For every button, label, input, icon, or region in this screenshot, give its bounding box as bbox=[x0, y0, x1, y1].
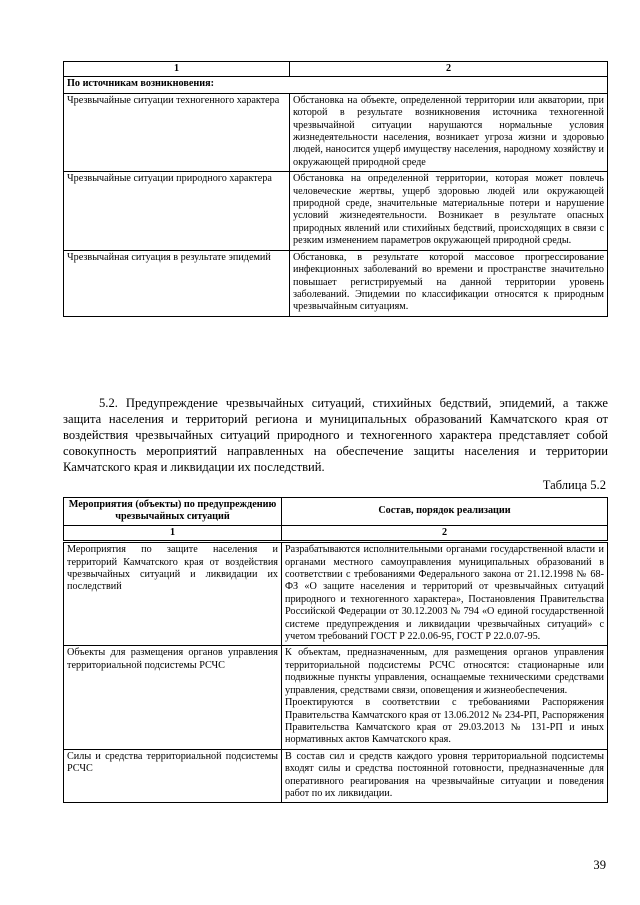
table-row bbox=[64, 93, 608, 171]
table-header-row bbox=[64, 62, 608, 77]
measure-name: Мероприятия по защите населения и территорий Камчатского края от воздействия чрезвычайных ситуаций и ликвидации их последствий bbox=[64, 542, 282, 646]
header-measures: Мероприятия (объекты) по предупреждению чрезвычайных ситуаций bbox=[64, 498, 282, 526]
header-composition: Состав, порядок реализации bbox=[282, 498, 608, 526]
measure-name: Силы и средства территориальной подсистемы РСЧС bbox=[64, 749, 282, 803]
table-row bbox=[64, 542, 608, 646]
column-number: 1 bbox=[64, 525, 282, 541]
page-number: 39 bbox=[593, 858, 606, 872]
measure-details-text: Проектируются в соответствии с требованиями Распоряжения Правительства Камчатского края от 13.06.2012 № 234-РП, Распоряжения Правительства Камчатского края от 29.03.2013 № 131-РП и иных нормативных актов Камчатского края. bbox=[285, 697, 604, 746]
table-caption: Таблица 5.2 bbox=[542, 478, 606, 492]
table-row bbox=[64, 749, 608, 803]
column-number: 1 bbox=[64, 62, 290, 77]
section-title: По источникам возникновения: bbox=[64, 77, 608, 93]
measure-details bbox=[282, 646, 608, 749]
measure-details-text: К объектам, предназначенным, для размещения органов управления территориальной подсистемы РСЧС относятся: стационарные или подвижные пункты управления, оснащаемые техническими средствами управления, средствами связи, оповещения и жизнеобеспечения. bbox=[285, 647, 604, 696]
column-number: 2 bbox=[282, 525, 608, 541]
measures-table bbox=[63, 497, 608, 803]
measure-details bbox=[282, 749, 608, 803]
column-number: 2 bbox=[290, 62, 608, 77]
measure-details bbox=[282, 542, 608, 646]
emergency-type: Чрезвычайные ситуации техногенного характера bbox=[64, 93, 290, 171]
table-row bbox=[64, 172, 608, 250]
table-column-numbers bbox=[64, 525, 608, 541]
emergency-type: Чрезвычайные ситуации природного характера bbox=[64, 172, 290, 250]
table-row bbox=[64, 646, 608, 749]
emergency-description: Обстановка, в результате которой массовое прогрессирование инфекционных заболеваний во времени и пространстве значительно повышает регистрируемый на данной территории уровень заболеваний. Эпидемии по классификации относятся к природным чрезвычайным ситуациям. bbox=[290, 250, 608, 316]
section-row bbox=[64, 77, 608, 93]
measure-details-text: Разрабатываются исполнительными органами государственной власти и органами местного самоуправления муниципальных образований в соответствии с требованиями Федерального закона от 21.12.1998 № 68-ФЗ «О защите населения и территорий от чрезвычайных ситуаций природного и техногенного характера», Постановления Правительства Российской Федерации от 30.12.2003 № 794 «О единой государственной системе предупреждения и ликвидации чрезвычайных ситуаций» с учетом требований ГОСТ Р 22.0.06-95, ГОСТ Р 22.0.07-95. bbox=[285, 544, 604, 643]
table-row bbox=[64, 250, 608, 316]
table-header-row bbox=[64, 498, 608, 526]
measure-details-text: В состав сил и средств каждого уровня территориальной подсистемы входят силы и средства постоянной готовности, предназначенные для оперативного реагирования на чрезвычайные ситуации и поведения работ по их ликвидации. bbox=[285, 750, 604, 799]
classification-table bbox=[63, 61, 608, 317]
emergency-description: Обстановка на определенной территории, которая может повлечь человеческие жертвы, ущерб здоровью людей или окружающей природной среде, значительные материальные потери и нарушение условий жизнедеятельности. Возникает в результате опасных природных явлений или стихийных бедствий, происходящих в связи с резким изменением параметров окружающей природной среды. bbox=[290, 172, 608, 250]
body-paragraph: 5.2. Предупреждение чрезвычайных ситуаций, стихийных бедствий, эпидемий, а также защита населения и территорий региона и муниципальных образований Камчатского края от воздействия чрезвычайных ситуаций природного и техногенного характера представляет собой совокупность мероприятий направленных на обеспечение защиты населения и территории Камчатского края и ликвидации их последствий. bbox=[63, 396, 608, 474]
emergency-description: Обстановка на объекте, определенной территории или акватории, при которой в результате возникновения источника техногенной чрезвычайной ситуации нарушаются нормальные условия жизнедеятельности населения, возникает угроза жизни и здоровью людей, наносится ущерб имуществу населения, народному хозяйству и окружающей природной среде bbox=[290, 93, 608, 171]
measure-name: Объекты для размещения органов управления территориальной подсистемы РСЧС bbox=[64, 646, 282, 749]
emergency-type: Чрезвычайная ситуация в результате эпидемий bbox=[64, 250, 290, 316]
